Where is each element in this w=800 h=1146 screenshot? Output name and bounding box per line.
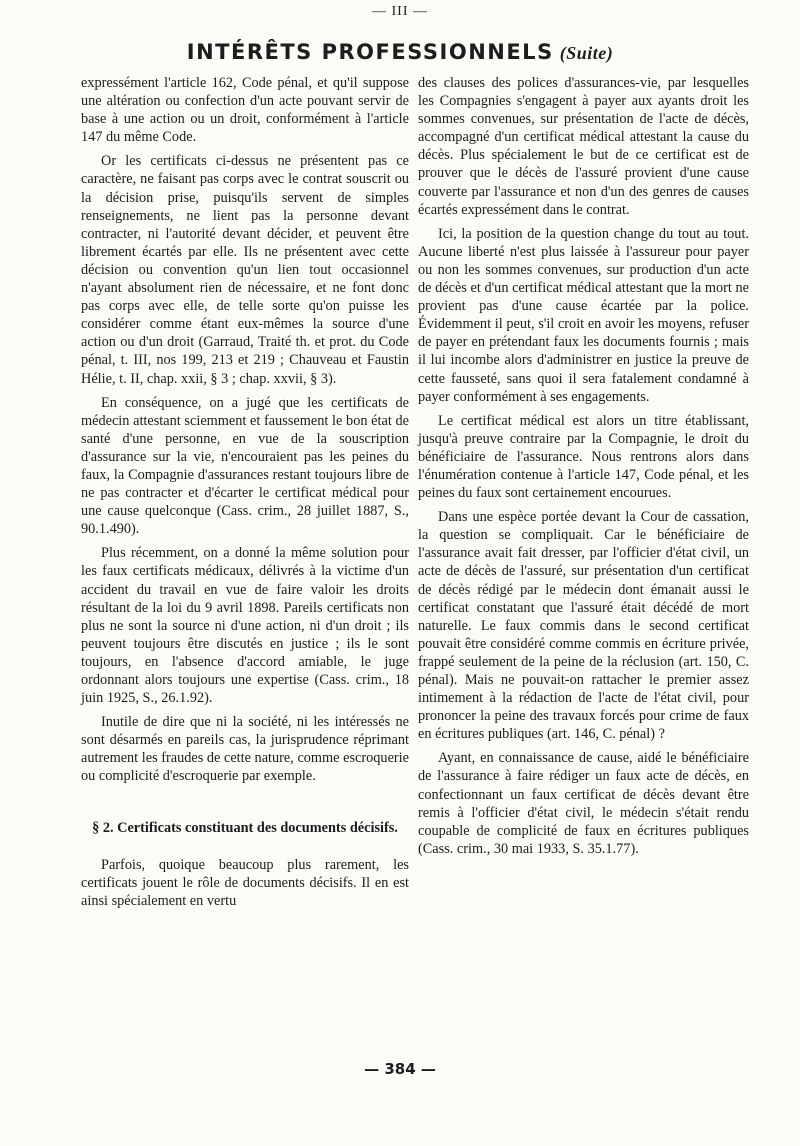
- paragraph: Inutile de dire que ni la société, ni les intéressés ne sont désarmés en pareils cas, la jurisprudence réprimant autrement les fraudes de cette nature, comme escroquerie ou complicité d'escroquerie par exemple.: [81, 714, 409, 785]
- paragraph: Ayant, en connaissance de cause, aidé le bénéficiaire de l'assurance à faire rédiger un faux acte de décès, en confectionnant un faux certificat de décès devant être remis à l'officier d'état civil, le médecin s'était rendu coupable de complicité de faux en écritures publiques (Cass. crim., 30 mai 1933, S. 35.1.77).: [418, 750, 749, 857]
- paragraph: En conséquence, on a jugé que les certificats de médecin attestant sciemment et faussement le bon état de santé d'une personne, en vue de la souscription d'assurance sur la vie, n'encouraient pas les peines du faux, la Compagnie d'assurances restant toujours libre de ne pas contracter et d'écarter le certificat médical pour une cause quelconque (Cass. crim., 28 juillet 1887, S., 90.1.490).: [81, 394, 409, 538]
- page-roman-number: — III —: [372, 4, 428, 19]
- right-column: [418, 74, 749, 864]
- paragraph: Plus récemment, on a donné la même solution pour les faux certificats médicaux, délivrés à la victime d'un accident du travail en vue de faire valoir les droits résultant de la loi du 9 avril 1898. Pareils certificats non plus ne sont la source ni d'une action, ni d'un droit ; ils peuvent toujours être discutés en justice ; ils le sont toujours, en l'absence d'accord amiable, le juge ordonnant alors toujours une expertise (Cass. crim., 18 juin 1925, S., 26.1.92).: [81, 545, 409, 707]
- paragraph: Parfois, quoique beaucoup plus rarement, les certificats jouent le rôle de documents décisifs. Il en est ainsi spécialement en vertu: [81, 856, 409, 909]
- page-header: [0, 40, 800, 64]
- paragraph: Dans une espèce portée devant la Cour de cassation, la question se compliquait. Car le bénéficiaire de l'assurance avait fait dresser, par l'officier d'état civil, un acte de décès de l'assuré, sur présentation d'un certificat de décès rédigé par le médecin dont émanait aussi le certificat constatant que l'assuré était décédé de mort naturelle. Le faux commis dans le second certificat pouvait être considéré comme commis en écriture privée, frappé seulement de la peine de la réclusion (art. 150, C. pénal). Mais ne pouvait-on rattacher le premier assez intimement à la rédaction de l'acte de l'état civil, pour prononcer la peine des travaux forcés pour crime de faux en écritures publiques (art. 146, C. pénal) ?: [418, 509, 749, 743]
- header-title: INTÉRÊTS PROFESSIONNELS: [186, 40, 554, 64]
- paragraph: Or les certificats ci-dessus ne présentent pas ce caractère, ne faisant pas corps avec le contrat souscrit ou la décision prise, puisqu'ils servent de simples renseignements, ne lient pas la personne devant contracter, ni l'autorité devant décider, et peuvent être librement écartés par elle. Ils ne présentent avec cette décision ou convention qu'un lien tout occasionnel n'ayant absolument rien de nécessaire, et ne font donc pas corps avec elle, de telle sorte qu'on puisse les considérer comme étant eux-mêmes la source d'une action ou d'un droit (Garraud, Traité th. et prot. du Code pénal, t. III, nos 199, 213 et 219 ; Chauveau et Faustin Hélie, t. II, chap. xxii, § 3 ; chap. xxvii, § 3).: [81, 153, 409, 387]
- left-column: [81, 74, 409, 916]
- page-number: — 384 —: [364, 1060, 436, 1078]
- paragraph: Ici, la position de la question change du tout au tout. Aucune liberté n'est plus laissée à l'assureur pour payer ou non les sommes convenues, sur production d'un acte de décès et d'un certificat médical attestant que la mort ne provient pas d'une cause écartée par la police. Évidemment il peut, s'il croit en avoir les moyens, refuser de payer en prétendant faux les documents fournis ; mais il lui incombe alors d'administrer en justice la preuve de cette fausseté, sans quoi il sera fatalement condamné à payer conformément à ses engagements.: [418, 225, 749, 405]
- paragraph: Le certificat médical est alors un titre établissant, jusqu'à preuve contraire par la Compagnie, le droit du bénéficiaire de l'assurance. Nous rentrons alors dans l'énumération contenue à l'article 147, Code pénal, et les peines du faux sont certainement encourues.: [418, 412, 749, 502]
- paragraph: des clauses des polices d'assurances-vie, par lesquelles les Compagnies s'engagent à payer aux ayants droit les sommes convenues, sur présentation de l'acte de décès, accompagné d'un certificat médical attestant la cause du décès. Plus spécialement le but de ce certificat est de prouver que le décès de l'assuré provient d'une cause couverte par l'assurance et non d'un des genres de causes écartés expressément dans le contrat.: [418, 75, 749, 218]
- section-heading: § 2. Certificats constituant des documents décisifs.: [92, 819, 398, 836]
- paragraph: expressément l'article 162, Code pénal, et qu'il suppose une altération ou confection d'un acte pouvant servir de base à une action ou un droit, conformément à l'article 147 du même Code.: [81, 75, 409, 146]
- header-suite: (Suite): [559, 43, 614, 63]
